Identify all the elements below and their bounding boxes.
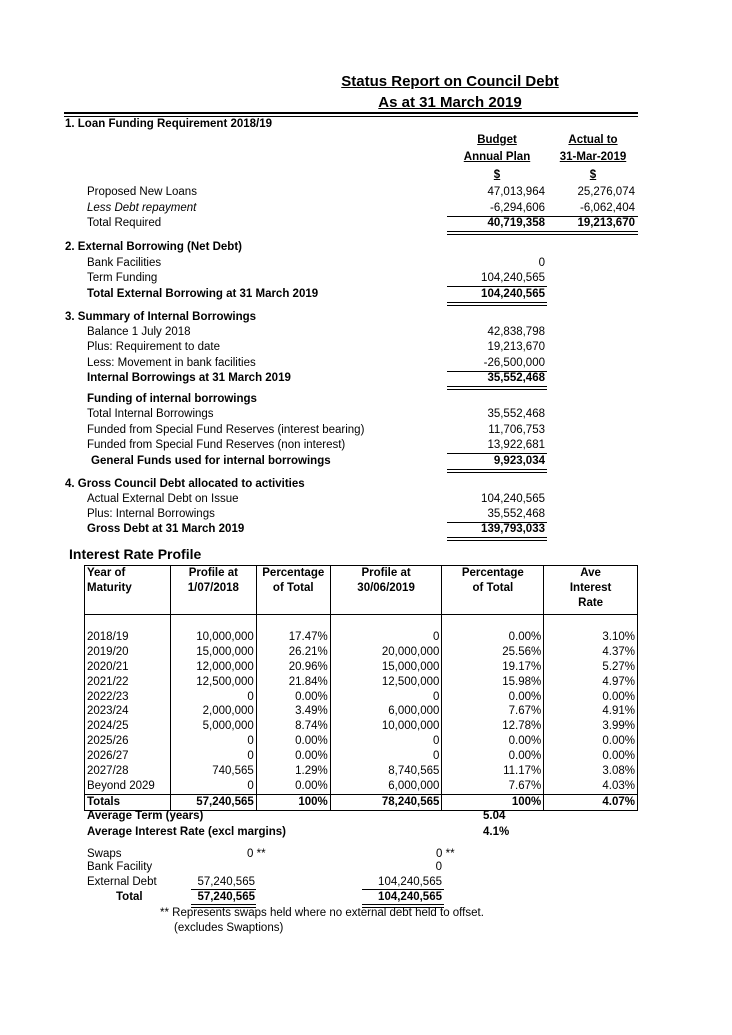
- swaps-row-col2: 104,240,565: [378, 876, 442, 888]
- swaps-row-col1: 0 **: [247, 848, 266, 860]
- s3-row-value: -26,500,000: [483, 357, 545, 369]
- actual-header-2: 31-Mar-2019: [559, 151, 627, 163]
- swaps-total-col1: 57,240,565: [197, 891, 255, 903]
- s4-total-double-rule: [447, 537, 547, 541]
- swaps-row-label: Bank Facility: [87, 861, 153, 873]
- avg-term-label: Average Term (years): [87, 810, 204, 822]
- table-row: 2020/21 12,000,000 20.96% 15,000,000 19.17% 5.27%: [85, 660, 638, 675]
- s4-row-value: 35,552,468: [487, 508, 545, 520]
- s1-total-double-rule: [447, 231, 638, 235]
- funding-row-label: Funded from Special Fund Reserves (interest bearing): [87, 424, 365, 436]
- header-profile-2019: Profile at 30/06/2019: [330, 566, 442, 615]
- avg-rate-value: 4.1%: [483, 826, 510, 838]
- header-pct-2018: Percentage of Total: [256, 566, 330, 615]
- title-divider-bottom: [64, 116, 638, 117]
- interest-rate-profile-heading: Interest Rate Profile: [69, 546, 202, 562]
- table-row: 2021/22 12,500,000 21.84% 12,500,000 15.98% 4.97%: [85, 675, 638, 690]
- actual-header-1: Actual to: [568, 134, 618, 146]
- s1-row-label: Less Debt repayment: [87, 202, 197, 214]
- s4-row-label: Plus: Internal Borrowings: [87, 508, 215, 520]
- s3-row-value: 19,213,670: [487, 341, 545, 353]
- swaps-total-label: Total: [116, 891, 143, 903]
- s3-row-label: Less: Movement in bank facilities: [87, 357, 256, 369]
- table-row: 2024/25 5,000,000 8.74% 10,000,000 12.78% 3.99%: [85, 719, 638, 734]
- funding-row-label: Total Internal Borrowings: [87, 408, 214, 420]
- s4-total-value: 139,793,033: [481, 523, 545, 535]
- s3-total-value: 35,552,468: [487, 372, 545, 384]
- actual-header-3: $: [589, 169, 597, 181]
- s3-row-label: Plus: Requirement to date: [87, 341, 220, 353]
- budget-header-1: Budget: [477, 134, 517, 146]
- section1-heading: 1. Loan Funding Requirement 2018/19: [65, 118, 273, 130]
- s1-total-budget: 40,719,358: [487, 217, 545, 229]
- header-ave-rate: Ave Interest Rate: [544, 566, 638, 615]
- table-row: Beyond 2029 0 0.00% 6,000,000 7.67% 4.03%: [85, 779, 638, 794]
- s2-row-value: 0: [538, 257, 545, 269]
- avg-term-value: 5.04: [483, 810, 506, 822]
- s1-total-actual: 19,213,670: [577, 217, 635, 229]
- s2-total-double-rule: [447, 302, 547, 306]
- table-row: 2019/20 15,000,000 26.21% 20,000,000 25.56% 4.37%: [85, 645, 638, 660]
- s1-total-label: Total Required: [87, 217, 162, 229]
- budget-header-2: Annual Plan: [463, 151, 531, 163]
- s3-total-label: Internal Borrowings at 31 March 2019: [87, 372, 291, 384]
- footnote-line-2: (excludes Swaptions): [174, 922, 284, 934]
- funding-row-value: 13,922,681: [487, 439, 545, 451]
- swaps-subtotal-rule-2: [362, 889, 444, 890]
- s3-row-label: Balance 1 July 2018: [87, 326, 191, 338]
- funding-total-label: General Funds used for internal borrowings: [91, 455, 331, 467]
- section3-heading: 3. Summary of Internal Borrowings: [65, 311, 257, 323]
- swaps-row-label: Swaps: [87, 848, 122, 860]
- swaps-total-col2: 104,240,565: [378, 891, 442, 903]
- funding-heading: Funding of internal borrowings: [87, 393, 257, 405]
- swaps-row-col2: 0 **: [436, 848, 455, 860]
- s2-row-value: 104,240,565: [481, 272, 545, 284]
- footnote-line-1: ** Represents swaps held where no external debt held to offset.: [160, 907, 484, 919]
- s3-row-value: 42,838,798: [487, 326, 545, 338]
- s4-total-label: Gross Debt at 31 March 2019: [87, 523, 245, 535]
- swaps-row-col2: 0: [435, 861, 442, 873]
- table-row: 2022/23 0 0.00% 0 0.00% 0.00%: [85, 690, 638, 705]
- s2-row-label: Bank Facilities: [87, 257, 162, 269]
- section2-heading: 2. External Borrowing (Net Debt): [65, 241, 242, 253]
- s1-row-actual: 25,276,074: [577, 186, 635, 198]
- table-header-row: [85, 566, 638, 615]
- swaps-row-label: External Debt: [87, 876, 157, 888]
- section4-heading: 4. Gross Council Debt allocated to activities: [65, 478, 305, 490]
- s1-row-budget: -6,294,606: [490, 202, 545, 214]
- budget-header-3: $: [493, 169, 501, 181]
- table-row: 2027/28 740,565 1.29% 8,740,565 11.17% 3.08%: [85, 764, 638, 779]
- table-row: 2026/27 0 0.00% 0 0.00% 0.00%: [85, 749, 638, 764]
- s2-total-label: Total External Borrowing at 31 March 2019: [87, 288, 319, 300]
- table-row: 2025/26 0 0.00% 0 0.00% 0.00%: [85, 734, 638, 749]
- swaps-row-col1: 57,240,565: [197, 876, 255, 888]
- interest-rate-table: [84, 565, 638, 811]
- report-subtitle: As at 31 March 2019: [378, 94, 522, 111]
- title-divider-top: [64, 112, 638, 114]
- table-row: 2023/24 2,000,000 3.49% 6,000,000 7.67% 4.91%: [85, 704, 638, 719]
- table-row: 2018/19 10,000,000 17.47% 0 0.00% 3.10%: [85, 630, 638, 645]
- funding-subtotal-rule: [447, 453, 547, 454]
- funding-total-double-rule: [447, 469, 547, 473]
- s1-row-label: Proposed New Loans: [87, 186, 197, 198]
- s4-row-label: Actual External Debt on Issue: [87, 493, 239, 505]
- header-year: Year of Maturity: [87, 567, 132, 594]
- s2-subtotal-rule: [447, 286, 547, 287]
- table-spacer-row: [85, 615, 638, 630]
- report-title: Status Report on Council Debt: [341, 73, 559, 90]
- s1-row-actual: -6,062,404: [580, 202, 635, 214]
- s4-row-value: 104,240,565: [481, 493, 545, 505]
- s2-total-value: 104,240,565: [481, 288, 545, 300]
- header-pct-2019: Percentage of Total: [442, 566, 544, 615]
- s1-row-budget: 47,013,964: [487, 186, 545, 198]
- funding-total-value: 9,923,034: [493, 455, 545, 467]
- s2-row-label: Term Funding: [87, 272, 158, 284]
- s3-total-double-rule: [447, 386, 547, 390]
- header-profile-2018: Profile at 1/07/2018: [170, 566, 256, 615]
- swaps-subtotal-rule-1: [191, 889, 256, 890]
- table-totals-row: Totals 57,240,565 100% 78,240,565 100% 4.07%: [85, 794, 638, 810]
- funding-row-label: Funded from Special Fund Reserves (non interest): [87, 439, 346, 451]
- avg-rate-label: Average Interest Rate (excl margins): [87, 826, 286, 838]
- funding-row-value: 35,552,468: [487, 408, 545, 420]
- funding-row-value: 11,706,753: [488, 424, 545, 436]
